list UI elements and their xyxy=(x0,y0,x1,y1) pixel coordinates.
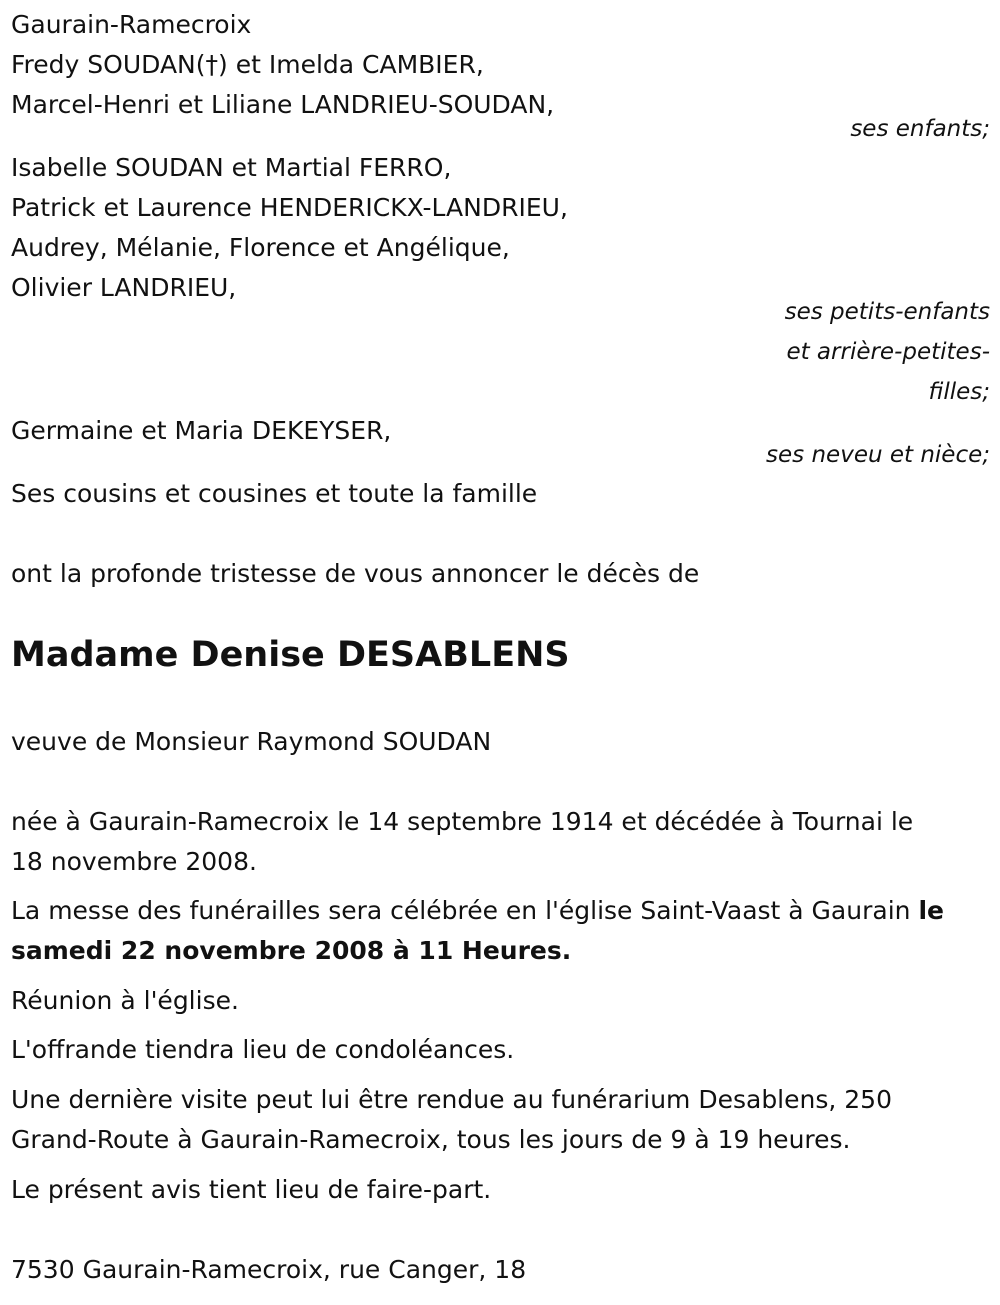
grandchildren-line-3: Audrey, Mélanie, Florence et Angélique, xyxy=(11,233,510,262)
widow-of: veuve de Monsieur Raymond SOUDAN xyxy=(11,727,492,756)
grandchildren-line-1: Isabelle SOUDAN et Martial FERRO, xyxy=(11,153,452,182)
child-spouse: et Imelda CAMBIER, xyxy=(227,50,484,79)
visit-line-2: Grand-Route à Gaurain-Ramecroix, tous les jours de 9 à 19 heures. xyxy=(11,1125,851,1154)
funeral-date-start: le xyxy=(918,896,944,925)
grandchildren-role-3: filles; xyxy=(928,379,990,405)
deceased-name: Madame Denise DESABLENS xyxy=(11,635,570,675)
announcement: ont la profonde tristesse de vous annoncer le décès de xyxy=(11,559,700,588)
children-line-1 xyxy=(11,45,484,85)
child-name: Fredy SOUDAN xyxy=(11,50,196,79)
family-line: Ses cousins et cousines et toute la famille xyxy=(11,479,538,508)
visit-line-1: Une dernière visite peut lui être rendue au funérarium Desablens, 250 xyxy=(11,1085,892,1114)
grandchildren-line-4: Olivier LANDRIEU, xyxy=(11,273,237,302)
funeral-line-1 xyxy=(11,891,944,931)
address: 7530 Gaurain-Ramecroix, rue Canger, 18 xyxy=(11,1255,527,1284)
grandchildren-line-2: Patrick et Laurence HENDERICKX-LANDRIEU, xyxy=(11,193,568,222)
birth-death-line-1: née à Gaurain-Ramecroix le 14 septembre 1914 et décédée à Tournai le xyxy=(11,807,914,836)
funeral-date: samedi 22 novembre 2008 à 11 Heures. xyxy=(11,936,572,965)
birth-death-line-2: 18 novembre 2008. xyxy=(11,847,257,876)
meeting: Réunion à l'église. xyxy=(11,986,239,1015)
offering: L'offrande tiendra lieu de condoléances. xyxy=(11,1035,515,1064)
nephews-role: ses neveu et nièce; xyxy=(766,442,990,468)
grandchildren-role-1: ses petits-enfants xyxy=(784,299,990,325)
notice: Le présent avis tient lieu de faire-part. xyxy=(11,1175,492,1204)
nephews-line: Germaine et Maria DEKEYSER, xyxy=(11,416,392,445)
grandchildren-role-2: et arrière-petites- xyxy=(786,339,990,365)
deceased-cross: (†) xyxy=(195,50,228,79)
funeral-text: La messe des funérailles sera célébrée en l'église Saint-Vaast à Gaurain xyxy=(11,896,919,925)
locality: Gaurain-Ramecroix xyxy=(11,10,252,39)
children-line-2: Marcel-Henri et Liliane LANDRIEU-SOUDAN, xyxy=(11,90,555,119)
children-role: ses enfants; xyxy=(850,116,990,142)
